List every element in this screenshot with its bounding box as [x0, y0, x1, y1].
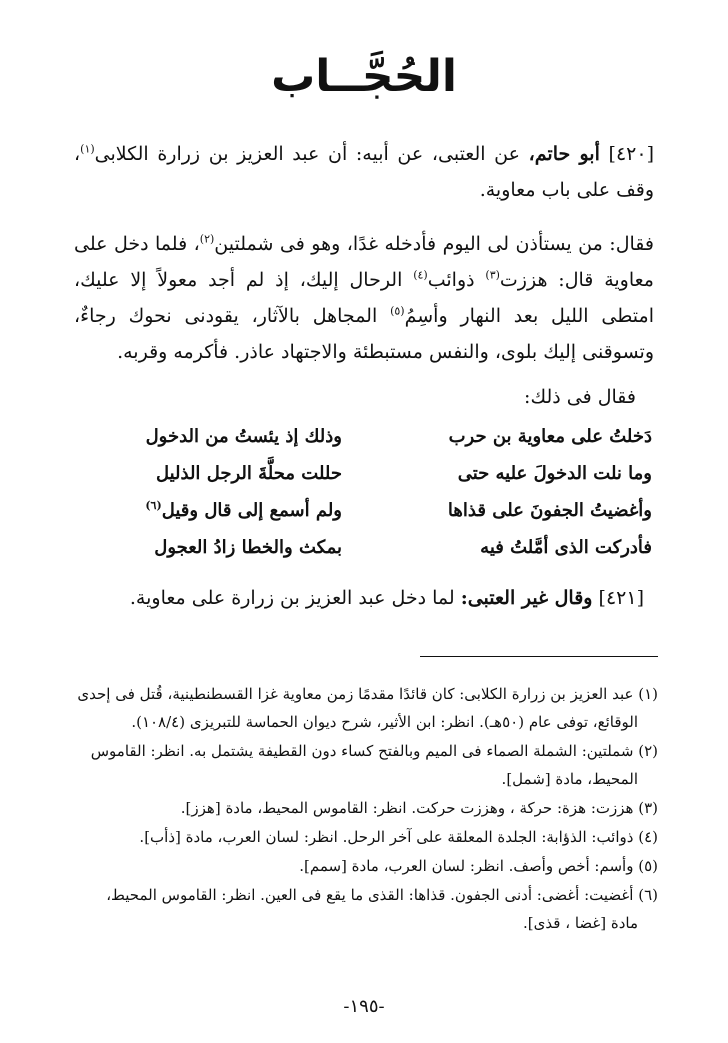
verse-first-hemistich: دَخلتُ على معاوية بن حرب [448, 426, 652, 447]
footnote-text: عبد العزيز بن زرارة الكلابى: كان قائدًا مقدمًا زمن معاوية غزا القسطنطينية، قُتل فى إحدى [77, 685, 634, 703]
verse-second-hemistich [92, 492, 342, 529]
footnote [64, 737, 658, 793]
footnote-text: أغضيت: أغضى: أدنى الجفون. قذاها: القذى ما يقع فى العين. انظر: القاموس المحيط، [106, 886, 634, 904]
poem-verse [92, 529, 652, 566]
footnote-number: (٥) [638, 857, 658, 875]
footnote-text: ذوائب: الذؤابة: الجلدة المعلقة على آخر الرحل. انظر: لسان العرب، مادة [ذأب]. [139, 828, 634, 846]
footnote [64, 794, 658, 822]
footnote-continuation: مادة [غضا ، قذى]. [523, 914, 638, 932]
hemistich-text: ولم أسمع إلى قال وقيل [161, 500, 342, 521]
footnote-number: (٦) [638, 886, 658, 904]
footnote-text: وأسم: أخص وأصف. انظر: لسان العرب، مادة [سمم]. [299, 857, 634, 875]
paragraph-text: عن العتبى، عن أبيه: أن عبد العزيز بن زرارة الكلابى [94, 143, 529, 165]
footnote-continuation: المحيط، مادة [شمل]. [501, 770, 638, 788]
chapter-title: الحُجَّــاب [271, 51, 457, 102]
entry-author: وقال غير العتبى: [460, 587, 593, 609]
footnote-text: هززت: هزة: حركة ، وهززت حركت. انظر: القاموس المحيط، مادة [هزز]. [180, 799, 634, 817]
footnote-ref[interactable]: (٦) [145, 499, 162, 512]
verse-first-hemistich: فأدركت الذى أمَّلتُ فيه [480, 537, 652, 558]
footnote [64, 881, 658, 937]
footnote-divider [420, 656, 658, 657]
entry-number: [٤٢١] [598, 587, 644, 609]
page-number: -١٩٥- [343, 996, 385, 1017]
footnotes [64, 680, 658, 938]
poem [92, 418, 652, 566]
paragraph-text: لما دخل عبد العزيز بن زرارة على معاوية. [129, 587, 461, 609]
footnote-ref[interactable]: (٢) [199, 232, 215, 246]
paragraph-text: فقال: من يستأذن لى اليوم فأدخله غدًا، وهو فى شملتين [214, 233, 654, 255]
entry-author: أبو حاتم، [528, 143, 600, 165]
poem-verse [92, 455, 652, 492]
footnote-ref[interactable]: (٣) [485, 268, 500, 282]
paragraph-421 [130, 580, 644, 616]
footnote [64, 680, 658, 736]
verse-first-hemistich: وما نلت الدخولَ عليه حتى [457, 463, 652, 484]
paragraph-text: ، فلما دخل على معاوية قال: هززت [74, 233, 654, 291]
footnote-ref[interactable]: (٥) [390, 304, 405, 318]
paragraph-420 [74, 136, 654, 208]
verse-second-hemistich: حللت محلَّةَ الرجل الذليل [155, 463, 342, 484]
footnote-number: (٢) [638, 742, 658, 760]
poem-verse [92, 492, 652, 529]
footnote-ref[interactable]: (٤) [413, 268, 428, 282]
paragraph-text: ذوائب [427, 269, 486, 291]
poem-verse [92, 418, 652, 455]
verse-second-hemistich: بمكث والخطا زادُ العجول [154, 537, 342, 558]
footnote-text: شملتين: الشملة الصماء فى الميم وبالفتح كساء دون القطيفة يشتمل به. انظر: القاموس [90, 742, 634, 760]
footnote-number: (٤) [638, 828, 658, 846]
footnote-number: (٣) [638, 799, 658, 817]
verse-first-hemistich: وأغضيتُ الجفونَ على قذاها [447, 500, 652, 521]
footnote [64, 823, 658, 851]
paragraph-text: الرحال إليك، إذ لم أجد معولاً إلا عليك، امتطى الليل بعد النهار وأسِمُ [74, 269, 654, 327]
entry-number: [٤٢٠] [608, 143, 654, 165]
footnote-number: (١) [638, 685, 658, 703]
paragraph-text: المجاهل بالآثار، يقودنى نحوك رجاءٌ، وتسوقنى إليك بلوى، والنفس مستبطئة والاجتهاد عاذر. فأكرمه وقربه. [74, 305, 654, 363]
verse-second-hemistich: وذلك إذ يئستُ من الدخول [145, 426, 342, 447]
paragraph-speech [74, 226, 654, 370]
footnote [64, 852, 658, 880]
footnote-ref[interactable]: (١) [80, 142, 95, 156]
poem-intro: فقال فى ذلك: [524, 386, 636, 408]
footnote-continuation: الوقائع، توفى عام (٥٠هـ). انظر: ابن الأثير، شرح ديوان الحماسة للتبريزى (١٠٨/٤). [131, 713, 638, 731]
paragraph-text: ، وقف على باب معاوية. [74, 143, 654, 201]
